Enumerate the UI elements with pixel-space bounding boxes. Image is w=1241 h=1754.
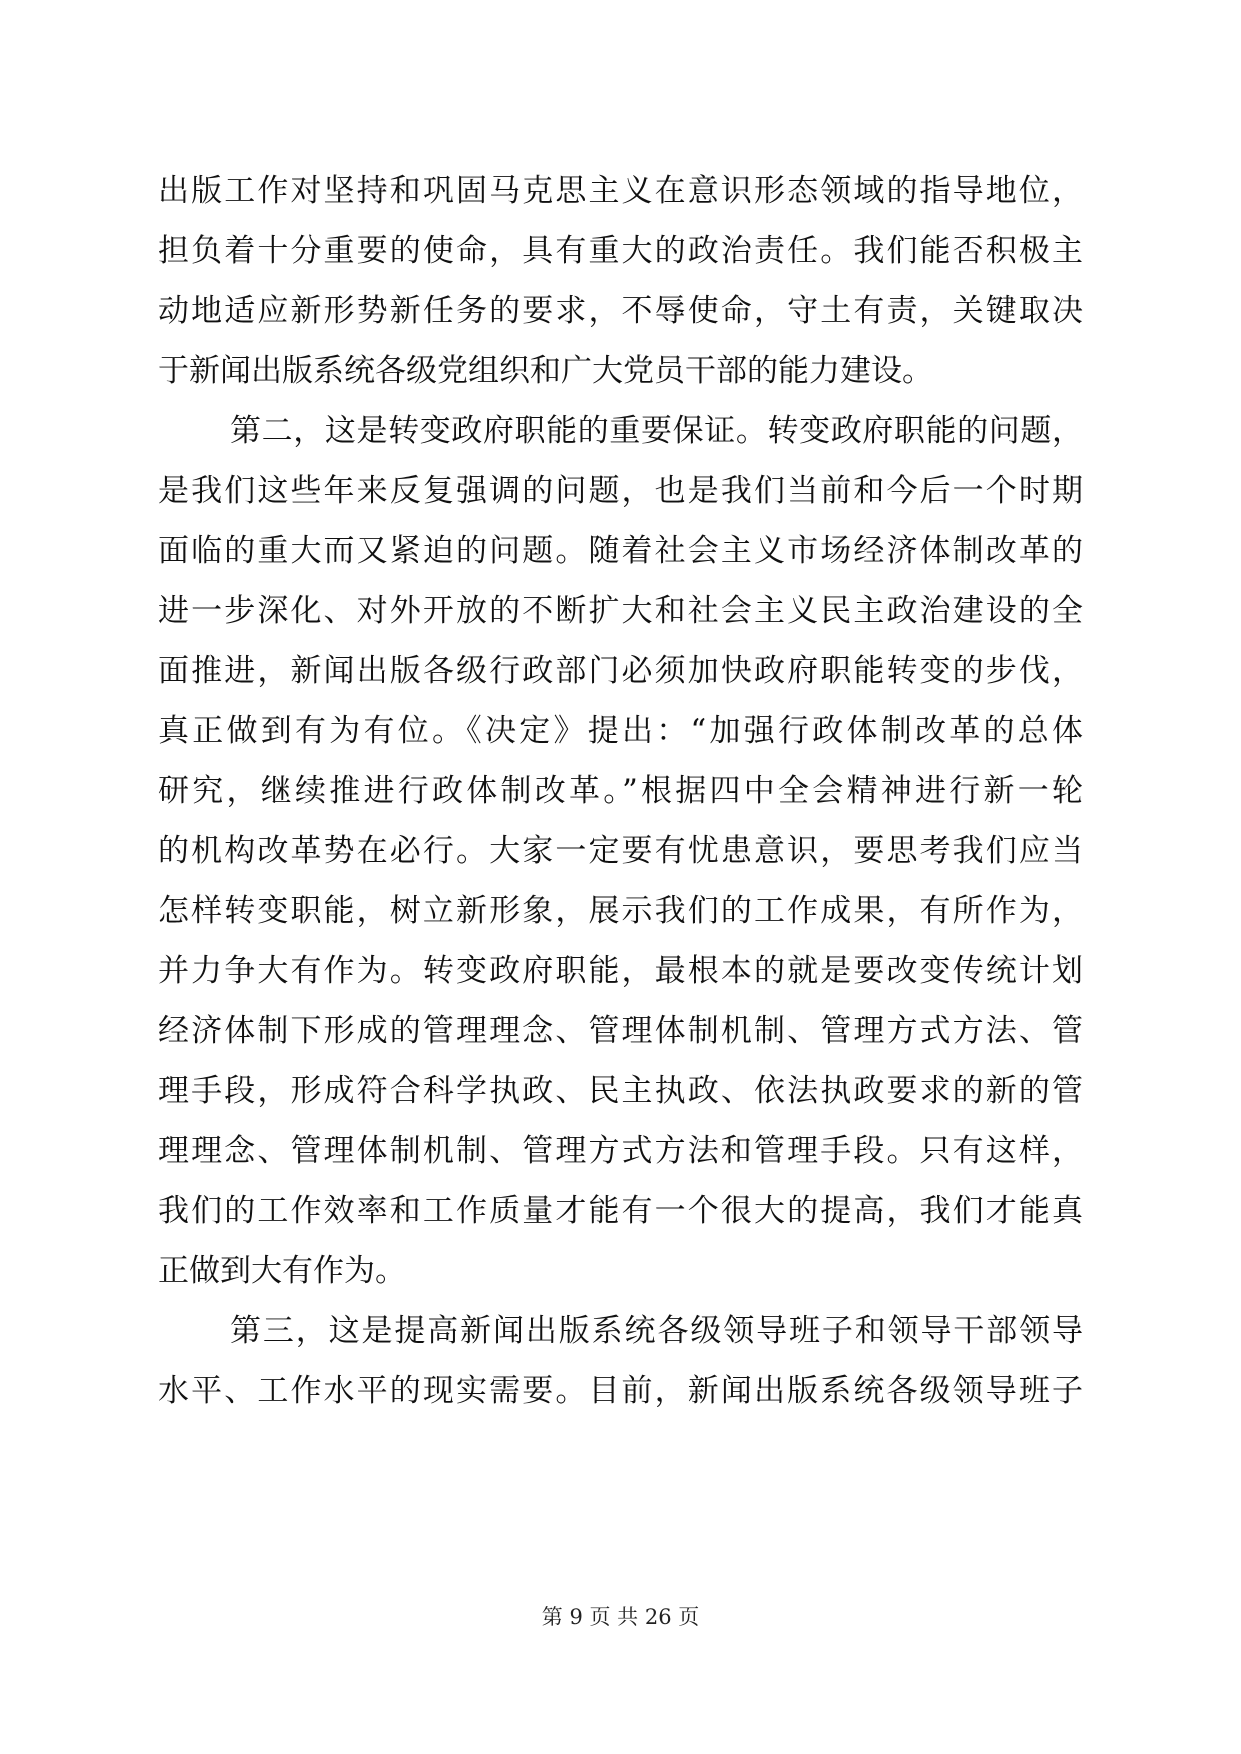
text-line: 研究，继续推进行政体制改革。”根据四中全会精神进行新一轮 <box>158 773 1083 809</box>
text-line: 真正做到有为有位。《决定》提出：“加强行政体制改革的总体 <box>158 713 1083 749</box>
text-line: 第二，这是转变政府职能的重要保证。转变政府职能的问题， <box>230 413 1083 449</box>
text-line: 的机构改革势在必行。大家一定要有忧患意识，要思考我们应当 <box>158 833 1083 869</box>
text-line: 经济体制下形成的管理理念、管理体制机制、管理方式方法、管 <box>158 1013 1083 1049</box>
text-line: 正做到大有作为。 <box>158 1253 406 1289</box>
text-line: 出版工作对坚持和巩固马克思主义在意识形态领域的指导地位， <box>158 173 1083 209</box>
text-line: 并力争大有作为。转变政府职能，最根本的就是要改变传统计划 <box>158 953 1083 989</box>
text-line: 第三，这是提高新闻出版系统各级领导班子和领导干部领导 <box>230 1313 1083 1349</box>
text-line: 是我们这些年来反复强调的问题，也是我们当前和今后一个时期 <box>158 473 1083 509</box>
text-line: 担负着十分重要的使命，具有重大的政治责任。我们能否积极主 <box>158 233 1083 269</box>
text-line: 于新闻出版系统各级党组织和广大党员干部的能力建设。 <box>158 353 933 389</box>
document-body <box>158 161 1083 1421</box>
text-line: 面临的重大而又紧迫的问题。随着社会主义市场经济体制改革的 <box>158 533 1083 569</box>
text-line: 理理念、管理体制机制、管理方式方法和管理手段。只有这样， <box>158 1133 1083 1169</box>
text-line: 我们的工作效率和工作质量才能有一个很大的提高，我们才能真 <box>158 1193 1083 1229</box>
text-line: 理手段，形成符合科学执政、民主执政、依法执政要求的新的管 <box>158 1073 1083 1109</box>
text-line: 进一步深化、对外开放的不断扩大和社会主义民主政治建设的全 <box>158 593 1083 629</box>
page-number-footer: 第 9 页 共 26 页 <box>541 1605 700 1629</box>
text-line: 怎样转变职能，树立新形象，展示我们的工作成果，有所作为， <box>158 893 1083 929</box>
text-line: 面推进，新闻出版各级行政部门必须加快政府职能转变的步伐， <box>158 653 1083 689</box>
text-line: 水平、工作水平的现实需要。目前，新闻出版系统各级领导班子 <box>158 1373 1083 1409</box>
text-line: 动地适应新形势新任务的要求，不辱使命，守土有责，关键取决 <box>158 293 1083 329</box>
